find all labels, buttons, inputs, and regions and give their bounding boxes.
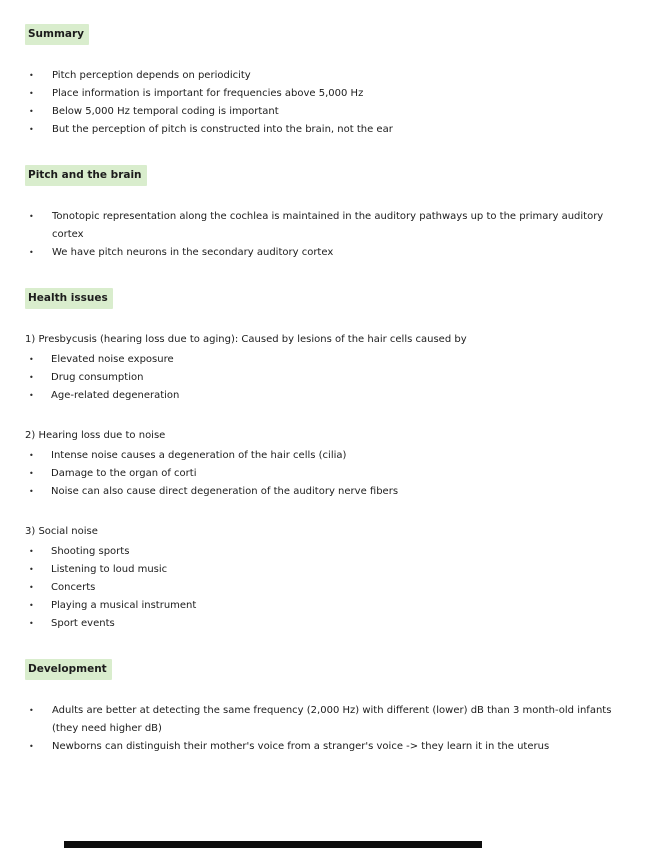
bullet-item: [25, 121, 626, 139]
bullet-item: [25, 738, 626, 756]
bullet-item: [25, 465, 626, 483]
bullet-list: [25, 702, 626, 756]
section: [25, 288, 626, 633]
bullet-marker-icon: •: [29, 391, 34, 400]
bullet-item: [25, 702, 626, 738]
bullet-text: Place information is important for frequencies above 5,000 Hz: [52, 88, 364, 99]
bullet-text: Tonotopic representation along the cochlea is maintained in the auditory pathways up to the primary auditory cortex: [52, 211, 604, 240]
subheading: 2) Hearing loss due to noise: [25, 430, 166, 441]
bullet-marker-icon: •: [29, 89, 34, 98]
bullet-list: [25, 67, 626, 139]
bullet-marker-icon: •: [29, 71, 34, 80]
bullet-item: [25, 561, 626, 579]
section-heading: Pitch and the brain: [25, 165, 147, 186]
page-bottom-artifact: [64, 841, 482, 848]
bullet-marker-icon: •: [29, 583, 34, 592]
bullet-text: Concerts: [51, 582, 96, 593]
bullet-text: But the perception of pitch is constructed into the brain, not the ear: [52, 124, 393, 135]
bullet-item: [25, 351, 626, 369]
bullet-list: [25, 543, 626, 633]
bullet-marker-icon: •: [29, 742, 34, 751]
bullet-text: Shooting sports: [51, 546, 130, 557]
bullet-text: Below 5,000 Hz temporal coding is important: [52, 106, 279, 117]
bullet-marker-icon: •: [29, 706, 34, 715]
bullet-marker-icon: •: [29, 619, 34, 628]
bullet-text: Drug consumption: [51, 372, 144, 383]
bullet-marker-icon: •: [29, 565, 34, 574]
section-heading-row: [25, 288, 626, 309]
bullet-text: Playing a musical instrument: [51, 600, 197, 611]
subheading: 1) Presbycusis (hearing loss due to aging): Caused by lesions of the hair cells caused by: [25, 334, 467, 345]
bullet-marker-icon: •: [29, 601, 34, 610]
bullet-marker-icon: •: [29, 451, 34, 460]
section-heading: Development: [25, 659, 112, 680]
section-heading: Health issues: [25, 288, 113, 309]
section-heading: Summary: [25, 24, 89, 45]
bullet-item: [25, 103, 626, 121]
bullet-marker-icon: •: [29, 355, 34, 364]
bullet-marker-icon: •: [29, 107, 34, 116]
bullet-text: Intense noise causes a degeneration of the hair cells (cilia): [51, 450, 347, 461]
bullet-marker-icon: •: [29, 469, 34, 478]
bullet-item: [25, 447, 626, 465]
bullet-item: [25, 67, 626, 85]
bullet-text: Newborns can distinguish their mother's voice from a stranger's voice -> they learn it in the uterus: [52, 741, 550, 752]
bullet-marker-icon: •: [29, 487, 34, 496]
section-heading-row: [25, 659, 626, 680]
bullet-text: Elevated noise exposure: [51, 354, 174, 365]
bullet-text: Noise can also cause direct degeneration of the auditory nerve fibers: [51, 486, 399, 497]
section-heading-row: [25, 24, 626, 45]
section: [25, 659, 626, 756]
bullet-text: Pitch perception depends on periodicity: [52, 70, 251, 81]
bullet-text: Sport events: [51, 618, 115, 629]
bullet-item: [25, 387, 626, 405]
bullet-item: [25, 369, 626, 387]
bullet-item: [25, 615, 626, 633]
bullet-text: Damage to the organ of corti: [51, 468, 197, 479]
subheading: 3) Social noise: [25, 526, 98, 537]
bullet-item: [25, 579, 626, 597]
bullet-list: [25, 447, 626, 501]
bullet-item: [25, 208, 626, 244]
bullet-marker-icon: •: [29, 373, 34, 382]
bullet-list: [25, 208, 626, 262]
section-heading-row: [25, 165, 626, 186]
bullet-list: [25, 351, 626, 405]
bullet-item: [25, 244, 626, 262]
bullet-marker-icon: •: [29, 248, 34, 257]
section: [25, 24, 626, 139]
bullet-item: [25, 543, 626, 561]
bullet-text: We have pitch neurons in the secondary auditory cortex: [52, 247, 334, 258]
bullet-marker-icon: •: [29, 125, 34, 134]
bullet-text: Age-related degeneration: [51, 390, 180, 401]
bullet-item: [25, 483, 626, 501]
bullet-item: [25, 597, 626, 615]
bullet-marker-icon: •: [29, 547, 34, 556]
section: [25, 165, 626, 262]
bullet-text: Adults are better at detecting the same frequency (2,000 Hz) with different (lower) dB than 3 month-old infants (they need higher dB): [52, 705, 612, 734]
bullet-marker-icon: •: [29, 212, 34, 221]
bullet-text: Listening to loud music: [51, 564, 168, 575]
bullet-item: [25, 85, 626, 103]
